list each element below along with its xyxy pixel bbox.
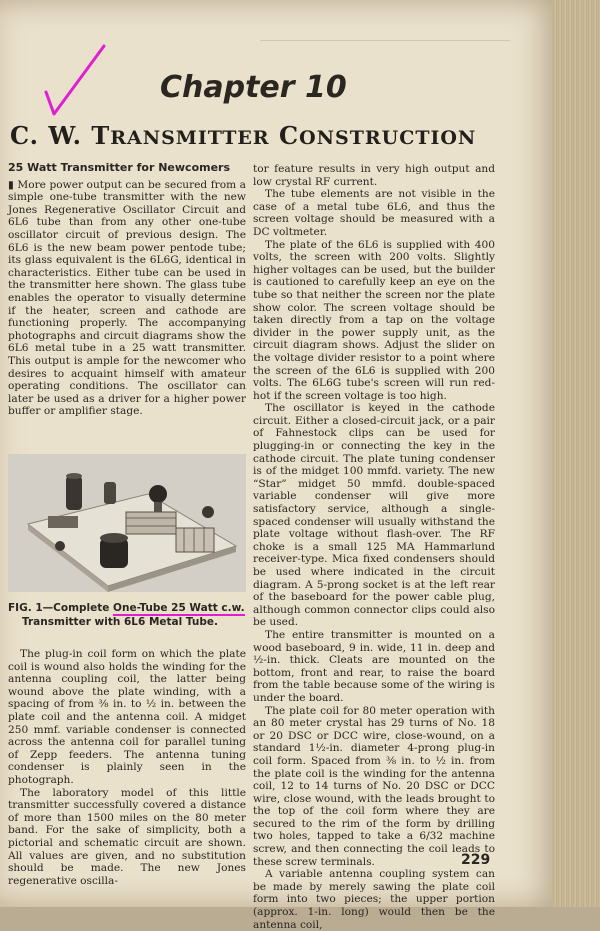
page-edges [552,0,600,907]
paragraph: The tube elements are not visible in the case of a metal tube 6L6, and thus the screen voltage should be measured with a DC voltmeter. [253,188,495,238]
faded-running-header [260,26,510,41]
page-number: 229 [461,852,491,868]
section-subhead: 25 Watt Transmitter for Newcomers [8,161,231,174]
paragraph: The plate coil for 80 meter operation with an 80 meter crystal has 29 turns of No. 18 or 20 DSC or DCC wire, close-wound, on a standard 1½-in. diameter 4-prong plug-in coil form. Spaced from ⅜ in. to ½ in. from the plate coil is the winding for the antenna coil, 12 to 14 turns of No. 20 DSC or DCC wire, close wound, with the leads brought to the top of the coil form where they are secured to the rim of the form by drilling two holes, tapped to take a 6/32 machine screw, and then connecting the coil leads to these screw terminals. [253,704,495,868]
chapter-heading: Chapter 10 [160,70,347,105]
chapter-title: C. W. TRANSMITTER CONSTRUCTION [10,121,477,150]
right-column [253,163,495,931]
paragraph: The plate of the 6L6 is supplied with 400 volts, the screen with 200 volts. Slightly higher voltages can be used, but the builder is cautioned to carefully keep an eye on the tube so that neither the screen nor the plate show color. The screen voltage should be taken directly from a tap on the voltage divider in the power supply unit, as the circuit diagram shows. Adjust the slider on the voltage divider resistor to a point where the screen of the 6L6 is supplied with 200 volts. The 6L6G tube's screen will run red-hot if the screen voltage is too high. [253,238,495,402]
paragraph: The entire transmitter is mounted on a wood baseboard, 9 in. wide, 11 in. deep and ½-in. thick. Cleats are mounted on the bottom, front and rear, to raise the board from the table because some of the wiring is under the board. [253,628,495,704]
transmitter-photo [8,454,246,592]
figure-caption: FIG. 1—Complete One-Tube 25 Watt c.w. Transmitter with 6L6 Metal Tube. [8,602,245,628]
paragraph: ▮ More power output can be secured from a simple one-tube transmitter with the new Jones Regenerative Oscillator Circuit and 6L6 tube than from any other one-tube oscillator circuit of previous design. The 6L6 is the new beam power pentode tube; its glass equivalent is the 6L6G, identical in characteristics. Either tube can be used in the transmitter here shown. The glass tube enables the operator to visually determine if the heater, screen and cathode are functioning properly. The accompanying photographs and circuit diagrams show the 6L6 metal tube in a 25 watt transmitter. This output is ample for the newcomer who desires to acquaint himself with amateur operating conditions. The oscillator can later be used as a driver for a higher power buffer or amplifier stage. [8,178,246,418]
paragraph: A variable antenna coupling system can be made by merely sawing the plate coil form into two pieces; the upper portion (approx. 1-in. long) would then be the antenna coil, [253,868,495,931]
paragraph: The plug-in coil form on which the plate coil is wound also holds the winding for the antenna coupling coil, the latter being wound above the plate winding, with a spacing of from ⅜ in. to ½ in. between the plate coil and the antenna coil. A midget 250 mmf. variable condenser is connected across the antenna coil for parallel tuning of Zepp feeders. The antenna tuning condenser is plainly seen in the photograph. [8,648,246,786]
left-column-bottom [8,648,246,887]
transmitter-illustration [8,454,246,592]
paragraph: The laboratory model of this little transmitter successfully covered a distance of more than 1500 miles on the 80 meter band. For the sake of simplicity, both a pictorial and schematic circuit are shown. All values are given, and no substitution should be made. The new Jones regenerative oscilla- [8,786,246,887]
highlighted-caption-text: One-Tube 25 Watt c.w. [113,602,245,614]
checkmark-annotation-icon [40,40,110,120]
left-column-top [8,162,246,418]
paragraph: The oscillator is keyed in the cathode circuit. Either a closed-circuit jack, or a pair of Fahnestock clips can be used for plugging-in or connecting the key in the cathode circuit. The plate tuning condenser is of the midget 100 mmfd. variety. The new “Star” midget 50 mmfd. double-spaced variable condenser will give more satisfactory service, although a single-spaced condenser will usually withstand the plate voltage without flash-over. The RF choke is a small 125 MA Hammarlund receiver-type. Mica fixed condensers should be used where indicated in the circuit diagram. A 5-prong socket is at the left rear of the baseboard for the power cable plug, although common connector clips could also be used. [253,402,495,629]
paragraph: tor feature results in very high output and low crystal RF current. [253,163,495,188]
